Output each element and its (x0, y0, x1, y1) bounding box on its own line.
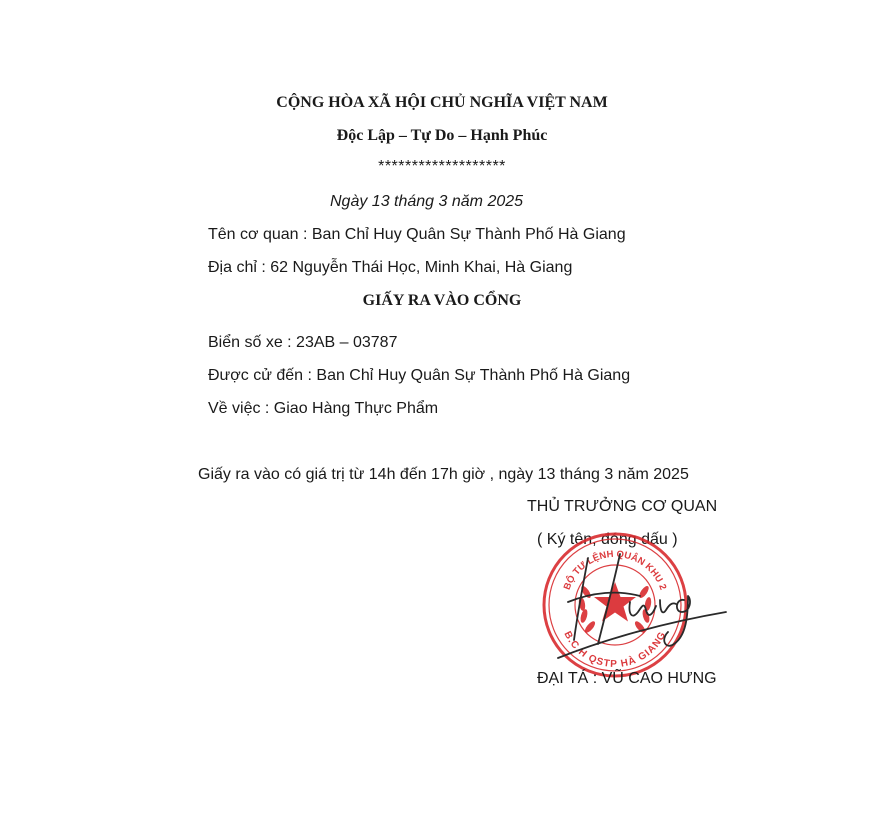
separator-line: ******************* (378, 158, 506, 175)
stamp-top-text: BỘ TƯ LỆNH QUÂN KHU 2 (561, 548, 669, 592)
signature-note: ( Ký tên, đóng dấu ) (537, 531, 678, 548)
purpose: Về việc : Giao Hàng Thực Phẩm (208, 400, 439, 417)
agency-address: Địa chỉ : 62 Nguyễn Thái Học, Minh Khai, Hà Giang (208, 259, 573, 276)
destination: Được cử đến : Ban Chỉ Huy Quân Sự Thành Phố Hà Giang (208, 367, 631, 384)
validity-statement: Giấy ra vào có giá trị từ 14h đến 17h giờ , ngày 13 tháng 3 năm 2025 (198, 466, 689, 483)
signatory-position: THỦ TRƯỞNG CƠ QUAN (527, 498, 718, 515)
agency-name: Tên cơ quan : Ban Chỉ Huy Quân Sự Thành Phố Hà Giang (208, 226, 626, 243)
signer-name: ĐẠI TÁ : VŨ CAO HƯNG (537, 670, 717, 687)
country-heading: CỘNG HÒA XÃ HỘI CHỦ NGHĨA VIỆT NAM (276, 94, 608, 111)
document-date: Ngày 13 tháng 3 năm 2025 (330, 193, 524, 210)
document-title: GIẤY RA VÀO CỔNG (362, 292, 522, 309)
plate-number: Biển số xe : 23AB – 03787 (208, 334, 398, 351)
handwritten-signature (548, 540, 738, 660)
stamp-bottom-text: B.C.H QSTP HÀ GIANG (561, 629, 669, 671)
motto-heading: Độc Lập – Tự Do – Hạnh Phúc (336, 127, 548, 144)
